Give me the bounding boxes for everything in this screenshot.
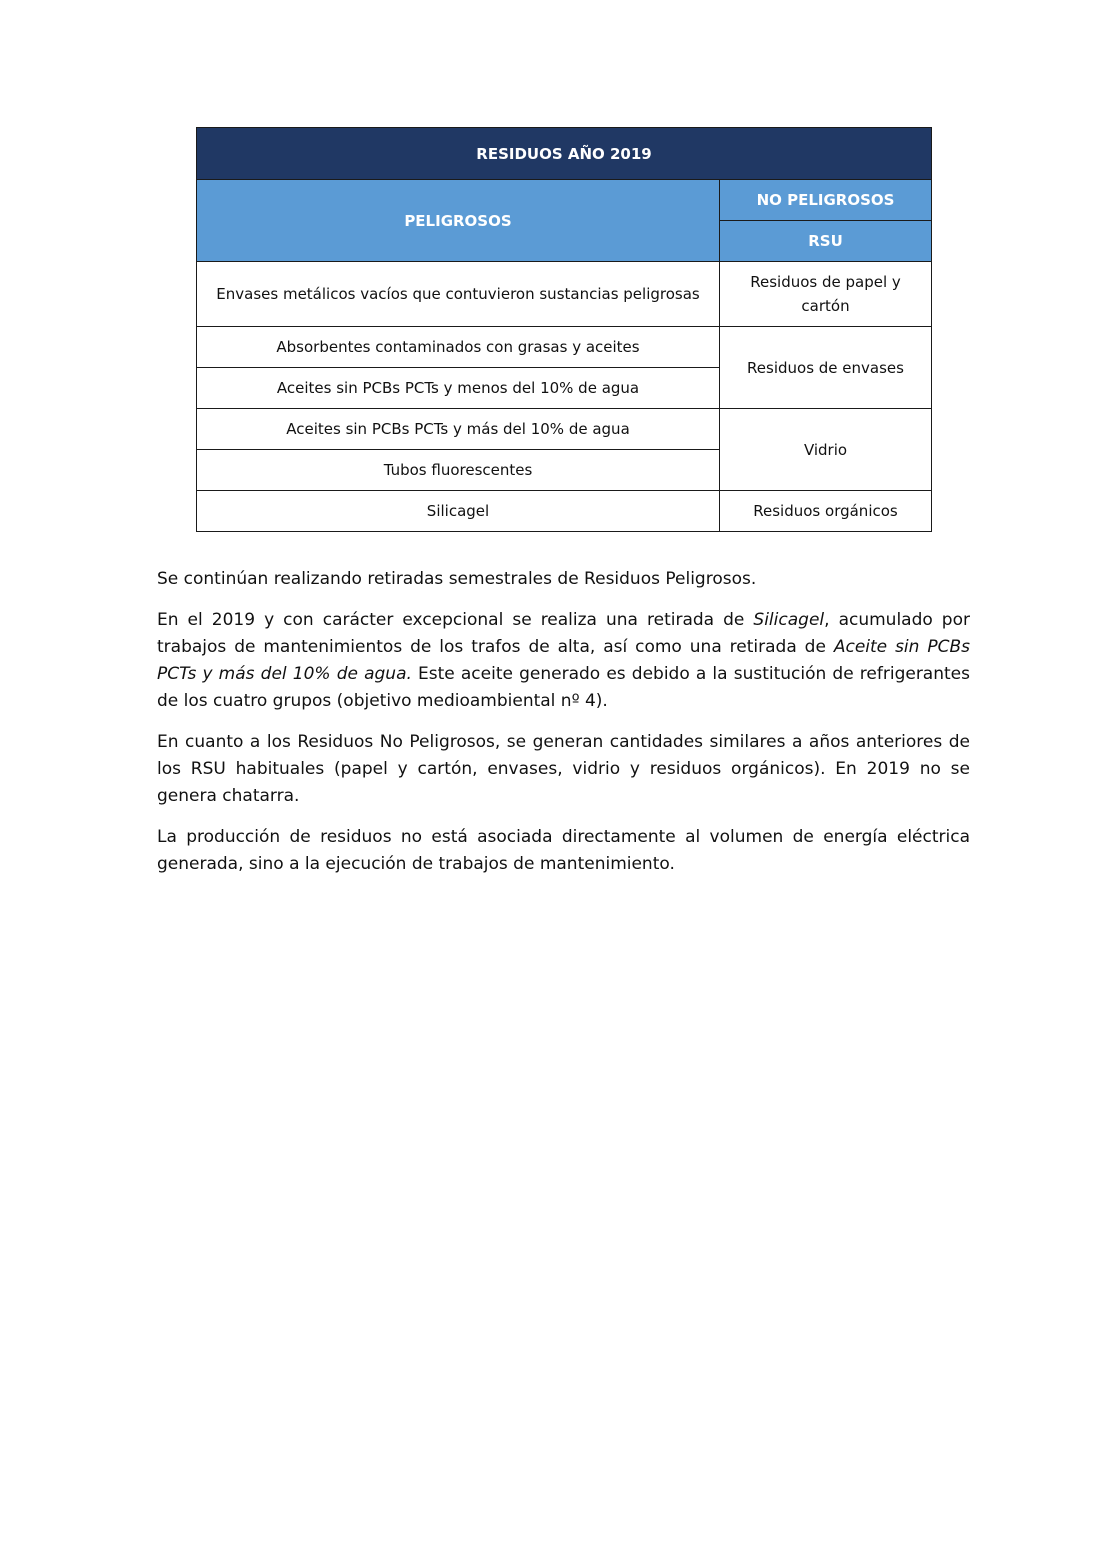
body-text [157,566,970,892]
rsu-item: Residuos de papel y cartón [720,262,932,327]
peligroso-item: Silicagel [197,491,720,532]
paragraph-3: En cuanto a los Residuos No Peligrosos, se generan cantidades similares a años anteriores de los RSU habituales (papel y cartón, envases, vidrio y residuos orgánicos). En 2019 no se genera chatarra. [157,732,970,806]
header-rsu: RSU [720,221,932,262]
header-no-peligrosos: NO PELIGROSOS [720,180,932,221]
paragraph-2-text-a: En el 2019 y con carácter excepcional se realiza una retirada de [157,610,754,630]
paragraph-1: Se continúan realizando retiradas semestrales de Residuos Peligrosos. [157,569,757,589]
header-peligrosos: PELIGROSOS [197,180,720,262]
table-row [197,327,932,368]
rsu-item: Residuos orgánicos [720,491,932,532]
paragraph-2-text-e: Este aceite generado es debido a la sustitución de refrigerantes de los cuatro grupos (objetivo medioambiental nº 4). [157,664,970,711]
table-title-row [197,128,932,180]
peligroso-item: Absorbentes contaminados con grasas y aceites [197,327,720,368]
paragraph-2-italic-aceite: Aceite sin PCBs PCTs y más del 10% de agua. [157,637,970,684]
paragraph-2-text-c: , acumulado por trabajos de mantenimientos de los trafos de alta, así como una retirada de [157,610,970,657]
paragraph-2 [157,607,970,715]
peligroso-item: Aceites sin PCBs PCTs y menos del 10% de agua [197,368,720,409]
waste-table [196,127,932,532]
table-header-row [197,180,932,221]
table-row [197,409,932,450]
peligroso-item: Aceites sin PCBs PCTs y más del 10% de agua [197,409,720,450]
paragraph-2-italic-silicagel: Silicagel [753,610,825,630]
table-row [197,491,932,532]
peligroso-item: Tubos fluorescentes [197,450,720,491]
peligroso-item: Envases metálicos vacíos que contuvieron sustancias peligrosas [197,262,720,327]
rsu-item: Residuos de envases [720,327,932,409]
table-row [197,262,932,327]
paragraph-4: La producción de residuos no está asociada directamente al volumen de energía eléctrica generada, sino a la ejecución de trabajos de mantenimiento. [157,827,970,874]
table-title: RESIDUOS AÑO 2019 [197,128,932,180]
rsu-item: Vidrio [720,409,932,491]
